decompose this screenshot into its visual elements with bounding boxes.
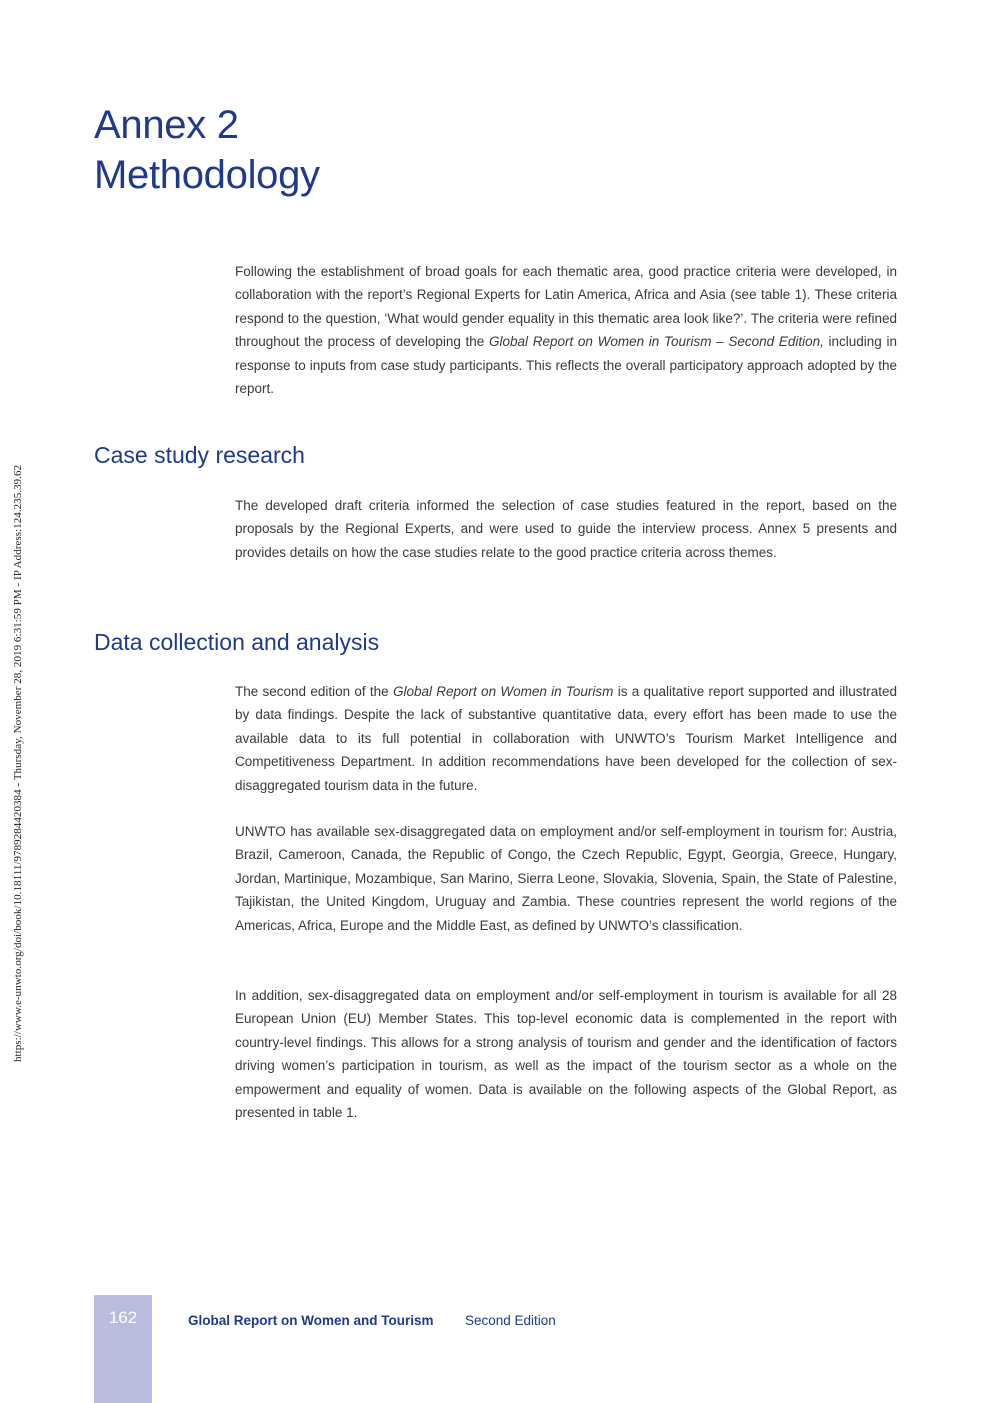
intro-report-title: Global Report on Women in Tourism – Second Edition, xyxy=(489,334,824,350)
intro-paragraph xyxy=(235,260,897,400)
data-collection-paragraph-3: In addition, sex-disaggregated data on employment and/or self-employment in tourism is available for all 28 European Union (EU) Member States. This top-level economic data is complemented in the report with country-level findings. This allows for a strong analysis of tourism and gender and the identification of factors driving women’s participation in tourism, as well as the impact of the tourism sector as a whole on the empowerment and equality of women. Data is available on the following aspects of the Global Report, as presented in table 1. xyxy=(235,988,897,1121)
page-number: 162 xyxy=(108,1308,138,1327)
page-title xyxy=(94,100,320,200)
dc-p1-report-title: Global Report on Women in Tourism xyxy=(392,684,614,699)
intro-text-start: Following the establishment of broad goals for each thematic area, good practice criteria were developed, in collaboration with the report’s Regional Experts for Latin America, Africa and Asia (see table 1). These criteria respond to the question, ‘What would gender equality in this thematic area look like?’. The criteria were refined throughout the process of developing the xyxy=(235,264,897,350)
intro-text-end: including in response to inputs from case study participants. This reflects the overall participatory approach adopted by the report. xyxy=(235,334,897,397)
dc-p1-text-end: is a qualitative report supported and illustrated by data findings. Despite the lack of substantive quantitative data, every effort has been made to use the available data to its full potential in collaboration with UNWTO’s Tourism Market Intelligence and Competitiveness Department. In addition recommendations have been developed for the collection of sex-disaggregated tourism data in the future. xyxy=(235,684,897,793)
case-study-paragraph: The developed draft criteria informed the selection of case studies featured in the report, based on the proposals by the Regional Experts, and were used to guide the interview process. Annex 5 presents and provides details on how the case studies relate to the good practice criteria across themes. xyxy=(235,498,897,560)
data-collection-paragraph-2: UNWTO has available sex-disaggregated data on employment and/or self-employment in tourism for: Austria, Brazil, Cameroon, Canada, the Republic of Congo, the Czech Republic, Egypt, Georgia, Greece, Hungary, Jordan, Martinique, Mozambique, San Marino, Sierra Leone, Slovakia, Slovenia, Spain, the State of Palestine, Tajikistan, the United Kingdom, Uruguay and Zambia. These countries represent the world regions of the Americas, Africa, Europe and the Middle East, as defined by UNWTO’s classification. xyxy=(235,824,897,933)
page-number-tab xyxy=(94,1295,152,1403)
title-line-methodology: Methodology xyxy=(94,153,320,197)
footer-publication-title: Global Report on Women and Tourism xyxy=(188,1313,434,1328)
data-collection-heading: Data collection and analysis xyxy=(94,629,380,655)
title-line-annex: Annex 2 xyxy=(94,103,239,147)
dc-p1-text-start: The second edition of the xyxy=(235,684,393,699)
case-study-heading: Case study research xyxy=(94,442,305,468)
footer-edition: Second Edition xyxy=(465,1313,556,1328)
data-collection-paragraph-1 xyxy=(235,680,897,797)
access-watermark: https://www.e-unwto.org/doi/book/10.18111/9789284420384 - Thursday, November 28, 2019 6:31:59 PM - IP Address:124.235.39.62 xyxy=(12,464,24,1062)
